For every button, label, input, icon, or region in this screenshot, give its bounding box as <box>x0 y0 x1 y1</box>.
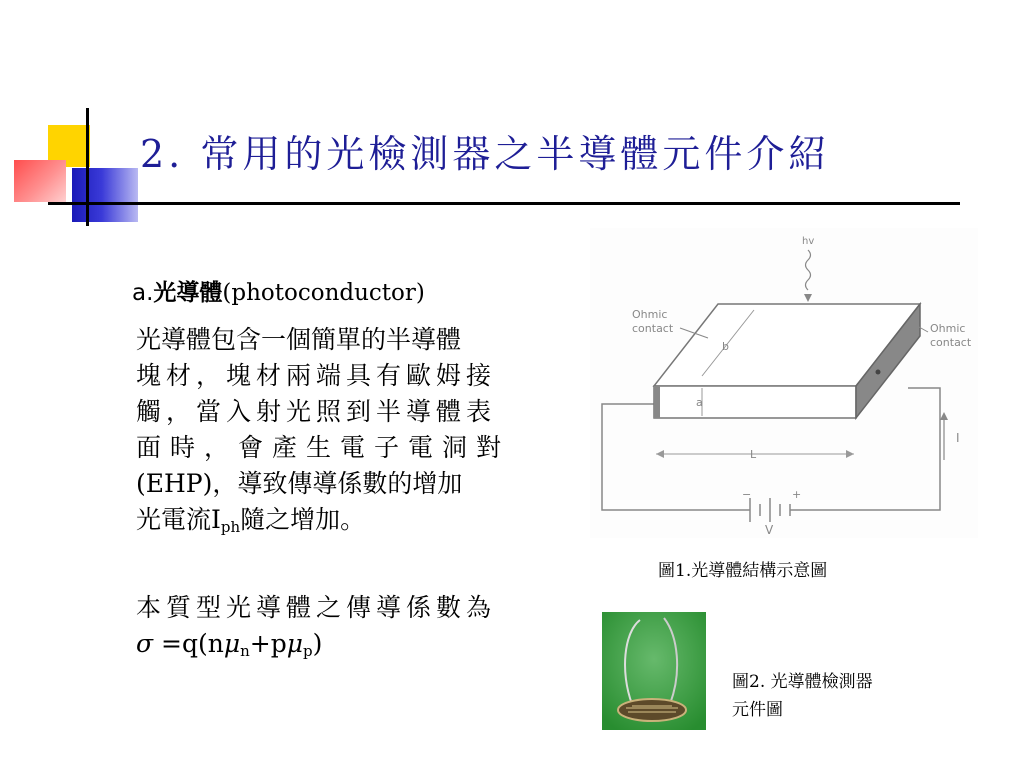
photon-energy-label: hv <box>802 236 815 247</box>
device-body <box>618 699 686 721</box>
paragraph-line: 本質型光導體之傳導係數為 <box>136 593 497 622</box>
subscript-n: n <box>240 642 250 660</box>
battery-plus-label: + <box>792 488 802 501</box>
formula-part: ) <box>312 629 323 658</box>
dimension-a-label: a <box>696 396 703 409</box>
current-arrow-head <box>940 412 948 420</box>
slab-left-contact <box>654 386 660 418</box>
conductivity-paragraph <box>136 590 496 669</box>
dimension-b-label: b <box>722 340 729 353</box>
conductivity-formula <box>136 626 496 669</box>
current-label: I <box>956 431 960 445</box>
dimension-l-arrow-head <box>846 450 854 458</box>
paragraph-line: 光導體包含一個簡單的半導體 <box>136 325 462 354</box>
paragraph-line: 塊材，塊材兩端具有歐姆接 <box>136 361 497 390</box>
paragraph-line: (EHP)，導致傳導係數的增加 <box>136 469 463 498</box>
photoconductor-device-photo <box>602 612 706 730</box>
title-decoration-vertical-line <box>86 108 89 226</box>
formula-part: +p <box>249 629 287 658</box>
paragraph-line: 觸，當入射光照到半導體表 <box>136 397 497 426</box>
paragraph-line-photocurrent <box>136 502 576 545</box>
title-underline <box>48 202 960 205</box>
equals-sign: = <box>161 629 182 658</box>
subheading-term-en: (photoconductor) <box>222 280 425 306</box>
figure1-caption: 圖1.光導體結構示意圖 <box>658 561 828 581</box>
ohmic-contact-right-label: contact <box>930 336 972 349</box>
photon-wave <box>806 250 811 290</box>
photon-arrow-head <box>804 294 812 302</box>
title-decoration-red-square <box>14 160 66 202</box>
paragraph-line: 面時，會產生電子電洞對 <box>136 433 511 462</box>
subheading-marker: a. <box>132 280 154 306</box>
title-decoration-blue-square <box>72 168 138 222</box>
mu-symbol: μ <box>286 629 303 658</box>
contact-point <box>876 370 881 375</box>
subscript-p: p <box>302 642 313 660</box>
figure2-caption-line: 元件圖 <box>732 700 783 720</box>
sigma-symbol: σ <box>136 629 154 658</box>
figure2-caption-line: 圖2. 光導體檢測器 <box>732 672 873 692</box>
dimension-l-label: L <box>750 448 757 461</box>
mu-symbol: μ <box>223 629 241 658</box>
ohmic-contact-left-label: Ohmic <box>632 308 668 321</box>
formula-part: q(n <box>181 629 224 658</box>
subheading-term-zh: 光導體 <box>153 279 223 306</box>
dimension-l-arrow-head <box>656 450 664 458</box>
battery-minus-label: − <box>742 488 752 501</box>
ohmic-contact-left-label: contact <box>632 322 674 335</box>
slab-front-face <box>654 386 856 418</box>
photocurrent-text: 隨之增加。 <box>240 505 366 534</box>
photoconductor-structure-diagram <box>590 228 978 538</box>
circuit-wire-left <box>602 404 750 510</box>
ohmic-contact-right-label: Ohmic <box>930 322 966 335</box>
photocurrent-subscript: ph <box>220 518 241 536</box>
slide-title: 2. 常用的光檢測器之半導體元件介紹 <box>140 132 831 176</box>
voltage-label: V <box>765 523 774 537</box>
description-paragraph <box>136 322 576 545</box>
photocurrent-symbol: 光電流I <box>136 505 221 534</box>
figure2-caption <box>732 668 942 724</box>
section-subheading <box>132 276 425 310</box>
